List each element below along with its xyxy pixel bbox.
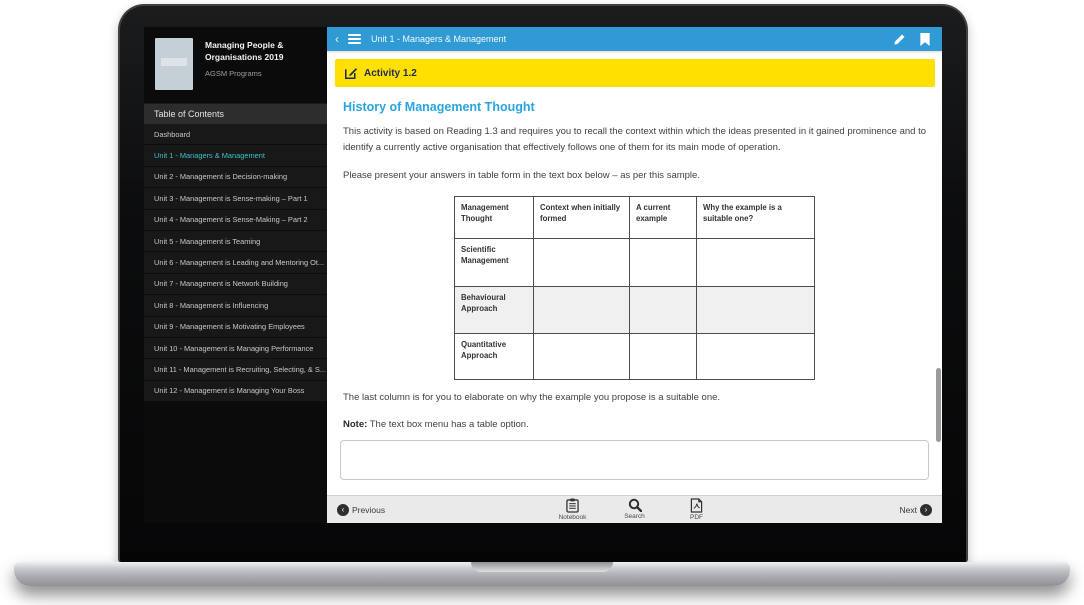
unit-title: Unit 1 - Managers & Management (371, 34, 507, 44)
sidebar-item-unit-4[interactable]: Unit 4 - Management is Sense-Making – Part 2 (144, 210, 327, 231)
search-button[interactable] (616, 498, 654, 521)
table-header: A current example (630, 196, 697, 238)
table-cell (697, 238, 815, 286)
pdf-icon (690, 498, 703, 513)
menu-icon[interactable] (348, 32, 361, 46)
vertical-scrollbar[interactable] (936, 368, 941, 442)
table-cell (630, 238, 697, 286)
footer-tools (554, 498, 716, 521)
sidebar-item-unit-7[interactable]: Unit 7 - Management is Network Building (144, 274, 327, 295)
sidebar-item-unit-6[interactable]: Unit 6 - Management is Leading and Mentoring Ot... (144, 252, 327, 273)
sample-table (454, 196, 815, 380)
next-label: Next (899, 504, 917, 515)
table-cell: Scientific Management (455, 238, 534, 286)
toc-header: Table of Contents (144, 103, 327, 124)
search-icon (628, 498, 642, 512)
footer-toolbar (327, 495, 942, 523)
note-label: Note: (343, 418, 368, 430)
course-title: Managing People & Organisations 2019 (205, 40, 284, 62)
main-panel (327, 27, 942, 523)
pdf-button[interactable] (678, 498, 716, 521)
sidebar-item-unit-9[interactable]: Unit 9 - Management is Motivating Employees (144, 317, 327, 338)
table-cell: Behavioural Approach (455, 286, 534, 333)
course-header (144, 27, 327, 103)
notebook-label: Notebook (558, 514, 587, 521)
answer-textbox[interactable] (340, 440, 929, 480)
back-icon[interactable]: ‹ (335, 32, 339, 46)
table-header: Context when initially formed (534, 196, 630, 238)
chevron-right-icon: › (920, 504, 932, 516)
closing-paragraph: The last column is for you to elaborate on why the example you propose is a suitable one. (343, 391, 721, 403)
table-row (455, 333, 815, 379)
table-cell (534, 286, 630, 333)
notebook-icon (566, 498, 579, 513)
instruction-paragraph: Please present your answers in table form in the text box below – as per this sample. (343, 169, 700, 181)
pdf-label: PDF (690, 514, 703, 521)
bookmark-icon[interactable] (920, 33, 930, 46)
sidebar-item-unit-3[interactable]: Unit 3 - Management is Sense-making – Part 1 (144, 188, 327, 209)
sidebar-item-unit-8[interactable]: Unit 8 - Management is Influencing (144, 295, 327, 316)
unit-topbar (327, 27, 942, 51)
sidebar-item-unit-10[interactable]: Unit 10 - Management is Managing Performance (144, 338, 327, 359)
table-row (455, 238, 815, 286)
course-thumbnail-stripe (161, 58, 187, 66)
table-cell (534, 238, 630, 286)
laptop-notch (471, 562, 613, 572)
table-cell (630, 286, 697, 333)
table-cell (697, 286, 815, 333)
sidebar-item-unit-12[interactable]: Unit 12 - Management is Managing Your Boss (144, 381, 327, 402)
activity-banner-label: Activity 1.2 (364, 67, 417, 79)
laptop-base (14, 562, 1070, 586)
table-cell: Quantitative Approach (455, 333, 534, 379)
activity-banner (335, 59, 935, 87)
course-thumbnail (155, 38, 193, 90)
sidebar (144, 27, 327, 523)
page-title: History of Management Thought (343, 100, 535, 114)
next-button[interactable] (900, 504, 932, 516)
notebook-button[interactable] (554, 498, 592, 521)
table-cell (697, 333, 815, 379)
sidebar-item-dashboard[interactable]: Dashboard (144, 124, 327, 145)
sidebar-item-unit-2[interactable]: Unit 2 - Management is Decision-making (144, 167, 327, 188)
table-header-row (455, 196, 815, 238)
screen-display (144, 27, 942, 523)
previous-label: Previous (352, 504, 386, 515)
table-header: Management Thought (455, 196, 534, 238)
search-label: Search (624, 513, 645, 520)
sidebar-item-unit-11[interactable]: Unit 11 - Management is Recruiting, Selecting, & S... (144, 359, 327, 380)
table-cell (630, 333, 697, 379)
table-header: Why the example is a suitable one? (697, 196, 815, 238)
previous-button[interactable] (337, 504, 385, 516)
intro-paragraph: This activity is based on Reading 1.3 and requires you to recall the context within which the ideas presented in it gained prominence and to identify a currently active organisation that effectively follows one of them for its main mode of operation. (343, 126, 927, 153)
chevron-left-icon: ‹ (337, 504, 349, 516)
pencil-icon[interactable] (893, 33, 906, 46)
sidebar-item-unit-5[interactable]: Unit 5 - Management is Teaming (144, 231, 327, 252)
toc-list (144, 124, 327, 402)
table-row (455, 286, 815, 333)
lesson-content (327, 51, 942, 495)
note-text: The text box menu has a table option. (367, 418, 529, 430)
sidebar-item-unit-1[interactable]: Unit 1 - Managers & Management (144, 145, 327, 166)
edit-square-icon (345, 67, 357, 79)
course-subtitle: AGSM Programs (205, 68, 262, 78)
course-meta (193, 38, 325, 103)
note-line (343, 419, 926, 430)
table-cell (534, 333, 630, 379)
